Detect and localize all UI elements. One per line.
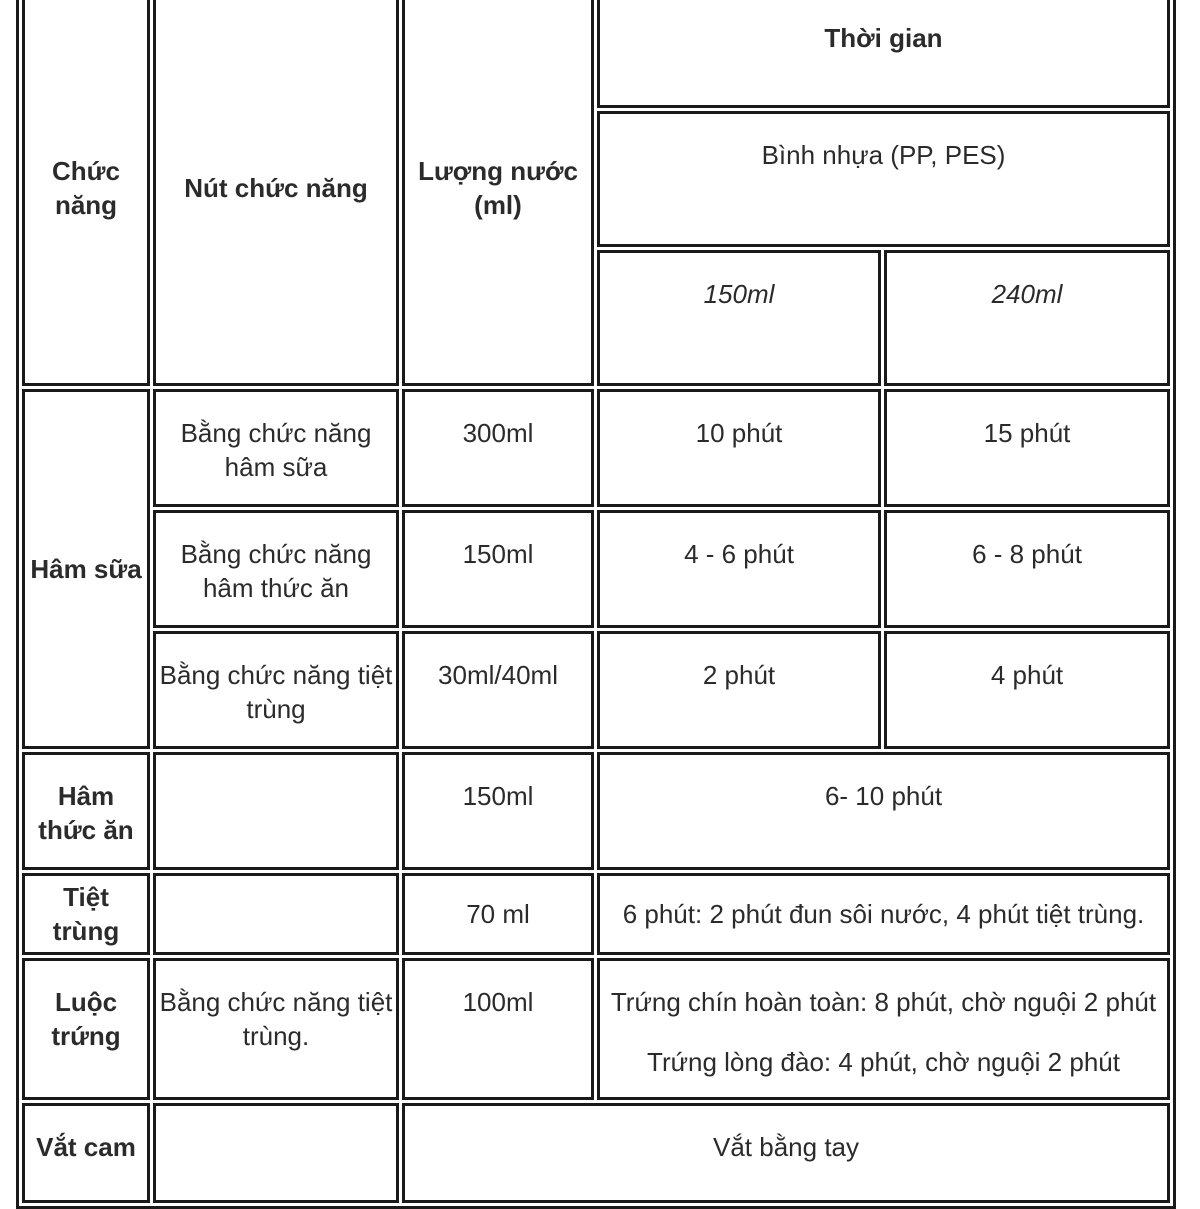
row-ham-sua-button-3: Bằng chức năng tiệt trùng bbox=[153, 631, 399, 749]
row-ham-sua-button-1: Bằng chức năng hâm sữa bbox=[153, 389, 399, 507]
row-tiet-trung-button bbox=[153, 873, 399, 955]
row-ham-sua-function: Hâm sữa bbox=[22, 389, 150, 749]
row-tiet-trung-time: 6 phút: 2 phút đun sôi nước, 4 phút tiệt trùng. bbox=[597, 873, 1170, 955]
row-luoc-trung-function: Luộc trứng bbox=[22, 958, 150, 1100]
header-size-240: 240ml bbox=[884, 250, 1170, 386]
header-time: Thời gian bbox=[597, 0, 1170, 108]
row-vat-cam-function: Vắt cam bbox=[22, 1103, 150, 1203]
row-ham-thuc-an-function: Hâm thức ăn bbox=[22, 752, 150, 870]
row-luoc-trung-water: 100ml bbox=[402, 958, 594, 1100]
row-ham-sua-t150-2: 4 - 6 phút bbox=[597, 510, 881, 628]
row-ham-sua-t240-2: 6 - 8 phút bbox=[884, 510, 1170, 628]
row-luoc-trung-button: Bằng chức năng tiệt trùng. bbox=[153, 958, 399, 1100]
function-time-table bbox=[16, 0, 1176, 1209]
row-tiet-trung-function: Tiệt trùng bbox=[22, 873, 150, 955]
row-luoc-trung-time bbox=[597, 958, 1170, 1100]
header-water: Lượng nước (ml) bbox=[402, 0, 594, 386]
row-tiet-trung-water: 70 ml bbox=[402, 873, 594, 955]
header-button: Nút chức năng bbox=[153, 0, 399, 386]
row-vat-cam-note: Vắt bằng tay bbox=[402, 1103, 1170, 1203]
header-size-150: 150ml bbox=[597, 250, 881, 386]
row-ham-sua-button-2: Bằng chức năng hâm thức ăn bbox=[153, 510, 399, 628]
spec-table-container bbox=[16, 0, 1176, 1209]
header-bottle-type: Bình nhựa (PP, PES) bbox=[597, 111, 1170, 247]
row-ham-sua-water-3: 30ml/40ml bbox=[402, 631, 594, 749]
luoc-trung-time-line-2: Trứng lòng đào: 4 phút, chờ nguội 2 phút bbox=[647, 1047, 1120, 1077]
row-ham-sua-t240-3: 4 phút bbox=[884, 631, 1170, 749]
row-vat-cam-button bbox=[153, 1103, 399, 1203]
row-ham-sua-t150-3: 2 phút bbox=[597, 631, 881, 749]
row-ham-sua-water-1: 300ml bbox=[402, 389, 594, 507]
row-ham-thuc-an-water: 150ml bbox=[402, 752, 594, 870]
row-ham-thuc-an-time: 6- 10 phút bbox=[597, 752, 1170, 870]
row-ham-thuc-an-button bbox=[153, 752, 399, 870]
row-ham-sua-water-2: 150ml bbox=[402, 510, 594, 628]
row-ham-sua-t240-1: 15 phút bbox=[884, 389, 1170, 507]
header-function: Chức năng bbox=[22, 0, 150, 386]
luoc-trung-time-line-1: Trứng chín hoàn toàn: 8 phút, chờ nguội 2 phút bbox=[610, 987, 1157, 1017]
row-ham-sua-t150-1: 10 phút bbox=[597, 389, 881, 507]
